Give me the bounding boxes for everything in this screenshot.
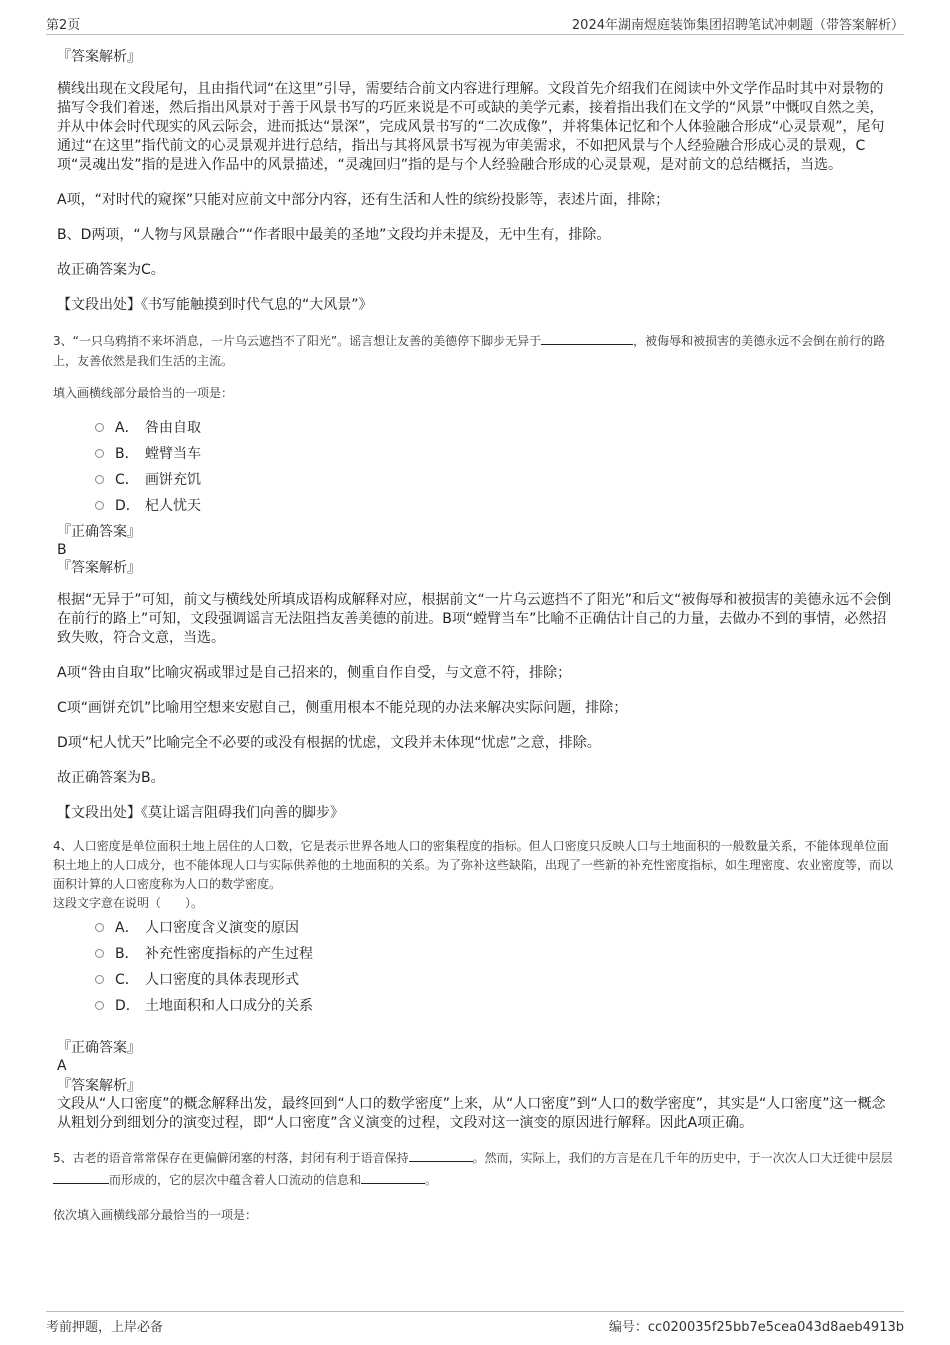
q4-correct-label: 『正确答案』 — [57, 1040, 141, 1056]
answer-blank — [541, 332, 633, 345]
radio-button[interactable] — [95, 949, 104, 958]
radio-button[interactable] — [95, 475, 104, 484]
document-code: 编号：cc020035f25bb7e5cea043d8aeb4913b — [608, 1320, 904, 1335]
q2-analysis-paragraph: 横线出现在文段尾句，且由指代词“在这里”引导，需要结合前文内容进行理解。文段首先介绍我们在阅读中外文学作品时其中对景物的描写令我们着迷，然后指出风景对于善于风景书写的巧匠来说是不可或缺的美学元素，接着指出我们在文学的“风景”中慨叹自然之美，并从中体会时代现实的风云际会，进而抵达“景深”，完成风景书写的“二次成像”，并将集体记忆和个人体验融合形成“心灵景观”，尾句通过“在这里”指代前文的心灵景观并进行总结，指出与其将风景书写视为审美需求，不如把风景与个人经验融合形成心灵的景观，C项“灵魂出发”指的是进入作品中的风景描述，“灵魂回归”指的是与个人经验融合形成的心灵景观，是对前文的总结概括，当选。 — [57, 81, 885, 173]
page-number: 第2页 — [46, 18, 81, 33]
q4-analysis: 文段从“人口密度”的概念解释出发，最终回到“人口的数学密度”上来，从“人口密度”到“人口的数学密度”，其实是“人口密度”这一概念从粗划分到细划分的演变过程，即“人口密度”含义演变的过程，文段对这一演变的原因进行解释。因此A项正确。 — [57, 1096, 886, 1131]
page-footer — [46, 1311, 904, 1337]
document-title: 2024年湖南煜庭装饰集团招聘笔试冲刺题（带答案解析） — [571, 18, 904, 33]
q4-analysis-label: 『答案解析』 — [57, 1078, 141, 1094]
q2-analysis-label: 『答案解析』 — [57, 49, 141, 65]
q4-option-d[interactable]: D． 土地面积和人口成分的关系 — [57, 993, 897, 1019]
answer-blank — [53, 1171, 109, 1184]
q2-analysis-paragraph: 故正确答案为C。 — [57, 262, 165, 278]
q4-question: 这段文字意在说明（ ）。 — [53, 896, 204, 910]
page-header — [46, 14, 904, 35]
q4-option-c[interactable]: C． 人口密度的具体表现形式 — [57, 967, 897, 993]
radio-button[interactable] — [95, 501, 104, 510]
q3-stem: 3、“一只乌鸦捎不来坏消息，一片乌云遮挡不了阳光”。谣言想让友善的美德停下脚步无异于 ，被侮辱和被损害的美德永远不会倒在前行的路上，友善依然是我们生活的主流。 — [53, 334, 886, 368]
q3-analysis-paragraph: 故正确答案为B。 — [57, 770, 165, 786]
answer-blank — [409, 1149, 473, 1162]
radio-button[interactable] — [95, 423, 104, 432]
q3-option-a[interactable]: A． 咎由自取 — [57, 415, 897, 441]
q3-source: 【文段出处】《莫让谣言阻碍我们向善的脚步》 — [57, 805, 344, 821]
q2-source: 【文段出处】《书写能触摸到时代气息的“大风景”》 — [57, 297, 373, 313]
q4-stem: 4、人口密度是单位面积土地上居住的人口数，它是表示世界各地人口的密集程度的指标。但人口密度只反映人口与土地面积的一般数量关系，不能体现单位面积土地上的人口成分，也不能体现人口与实际供养他的土地面积的关系。为了弥补这些缺陷，出现了一些新的补充性密度指标，如生理密度、农业密度等，而以面积计算的人口密度称为人口的数学密度。 — [53, 839, 894, 891]
q3-correct-answer: B — [57, 542, 67, 558]
q3-analysis-paragraph: 根据“无异于”可知，前文与横线处所填成语构成解释对应，根据前文“一片乌云遮挡不了阳光”和后文“被侮辱和被损害的美德永远不会倒在前行的路上”可知，文段强调谣言无法阻挡友善美德的前进。B项“螳臂当车”比喻不正确估计自己的力量，去做办不到的事情，必然招致失败，符合文意，当选。 — [57, 592, 892, 646]
q2-analysis-paragraph: B、D两项，“人物与风景融合”“作者眼中最美的圣地”文段均并未提及，无中生有，排除。 — [57, 227, 611, 243]
q3-analysis-paragraph: A项“咎由自取”比喻灾祸或罪过是自己招来的，侧重自作自受，与文意不符，排除； — [57, 665, 572, 681]
radio-button[interactable] — [95, 1001, 104, 1010]
radio-button[interactable] — [95, 923, 104, 932]
q2-analysis-paragraph: A项，“对时代的窥探”只能对应前文中部分内容，还有生活和人性的缤纷投影等，表述片面，排除； — [57, 192, 670, 208]
page-content — [53, 46, 897, 1225]
q3-option-c[interactable]: C． 画饼充饥 — [57, 467, 897, 493]
q4-options — [57, 915, 897, 1019]
q3-analysis-paragraph: C项“画饼充饥”比喻用空想来安慰自己，侧重用根本不能兑现的办法来解决实际问题，排除； — [57, 700, 628, 716]
q5-stem: 5、古老的语音常常保存在更偏僻闭塞的村落，封闭有利于语音保持 。然而，实际上，我们的方言是在几千年的历史中，于一次次人口大迁徙中层层而形成的，它的层次中蕴含着人口流动的信息和 。 — [53, 1151, 893, 1187]
radio-button[interactable] — [95, 449, 104, 458]
q4-option-b[interactable]: B． 补充性密度指标的产生过程 — [57, 941, 897, 967]
q3-option-b[interactable]: B． 螳臂当车 — [57, 441, 897, 467]
q3-correct-label: 『正确答案』 — [57, 524, 141, 540]
q5-instruction: 依次填入画横线部分最恰当的一项是： — [53, 1208, 258, 1222]
q4-option-a[interactable]: A． 人口密度含义演变的原因 — [57, 915, 897, 941]
answer-blank — [361, 1171, 425, 1184]
footer-slogan: 考前押题，上岸必备 — [46, 1320, 164, 1335]
q3-option-d[interactable]: D． 杞人忧天 — [57, 493, 897, 519]
q3-analysis-label: 『答案解析』 — [57, 560, 141, 576]
radio-button[interactable] — [95, 975, 104, 984]
q3-analysis-paragraph: D项“杞人忧天”比喻完全不必要的或没有根据的忧虑，文段并未体现“忧虑”之意，排除。 — [57, 735, 601, 751]
q3-instruction: 填入画横线部分最恰当的一项是： — [53, 386, 234, 400]
q4-correct-answer: A — [57, 1058, 67, 1074]
q3-options — [57, 415, 897, 519]
